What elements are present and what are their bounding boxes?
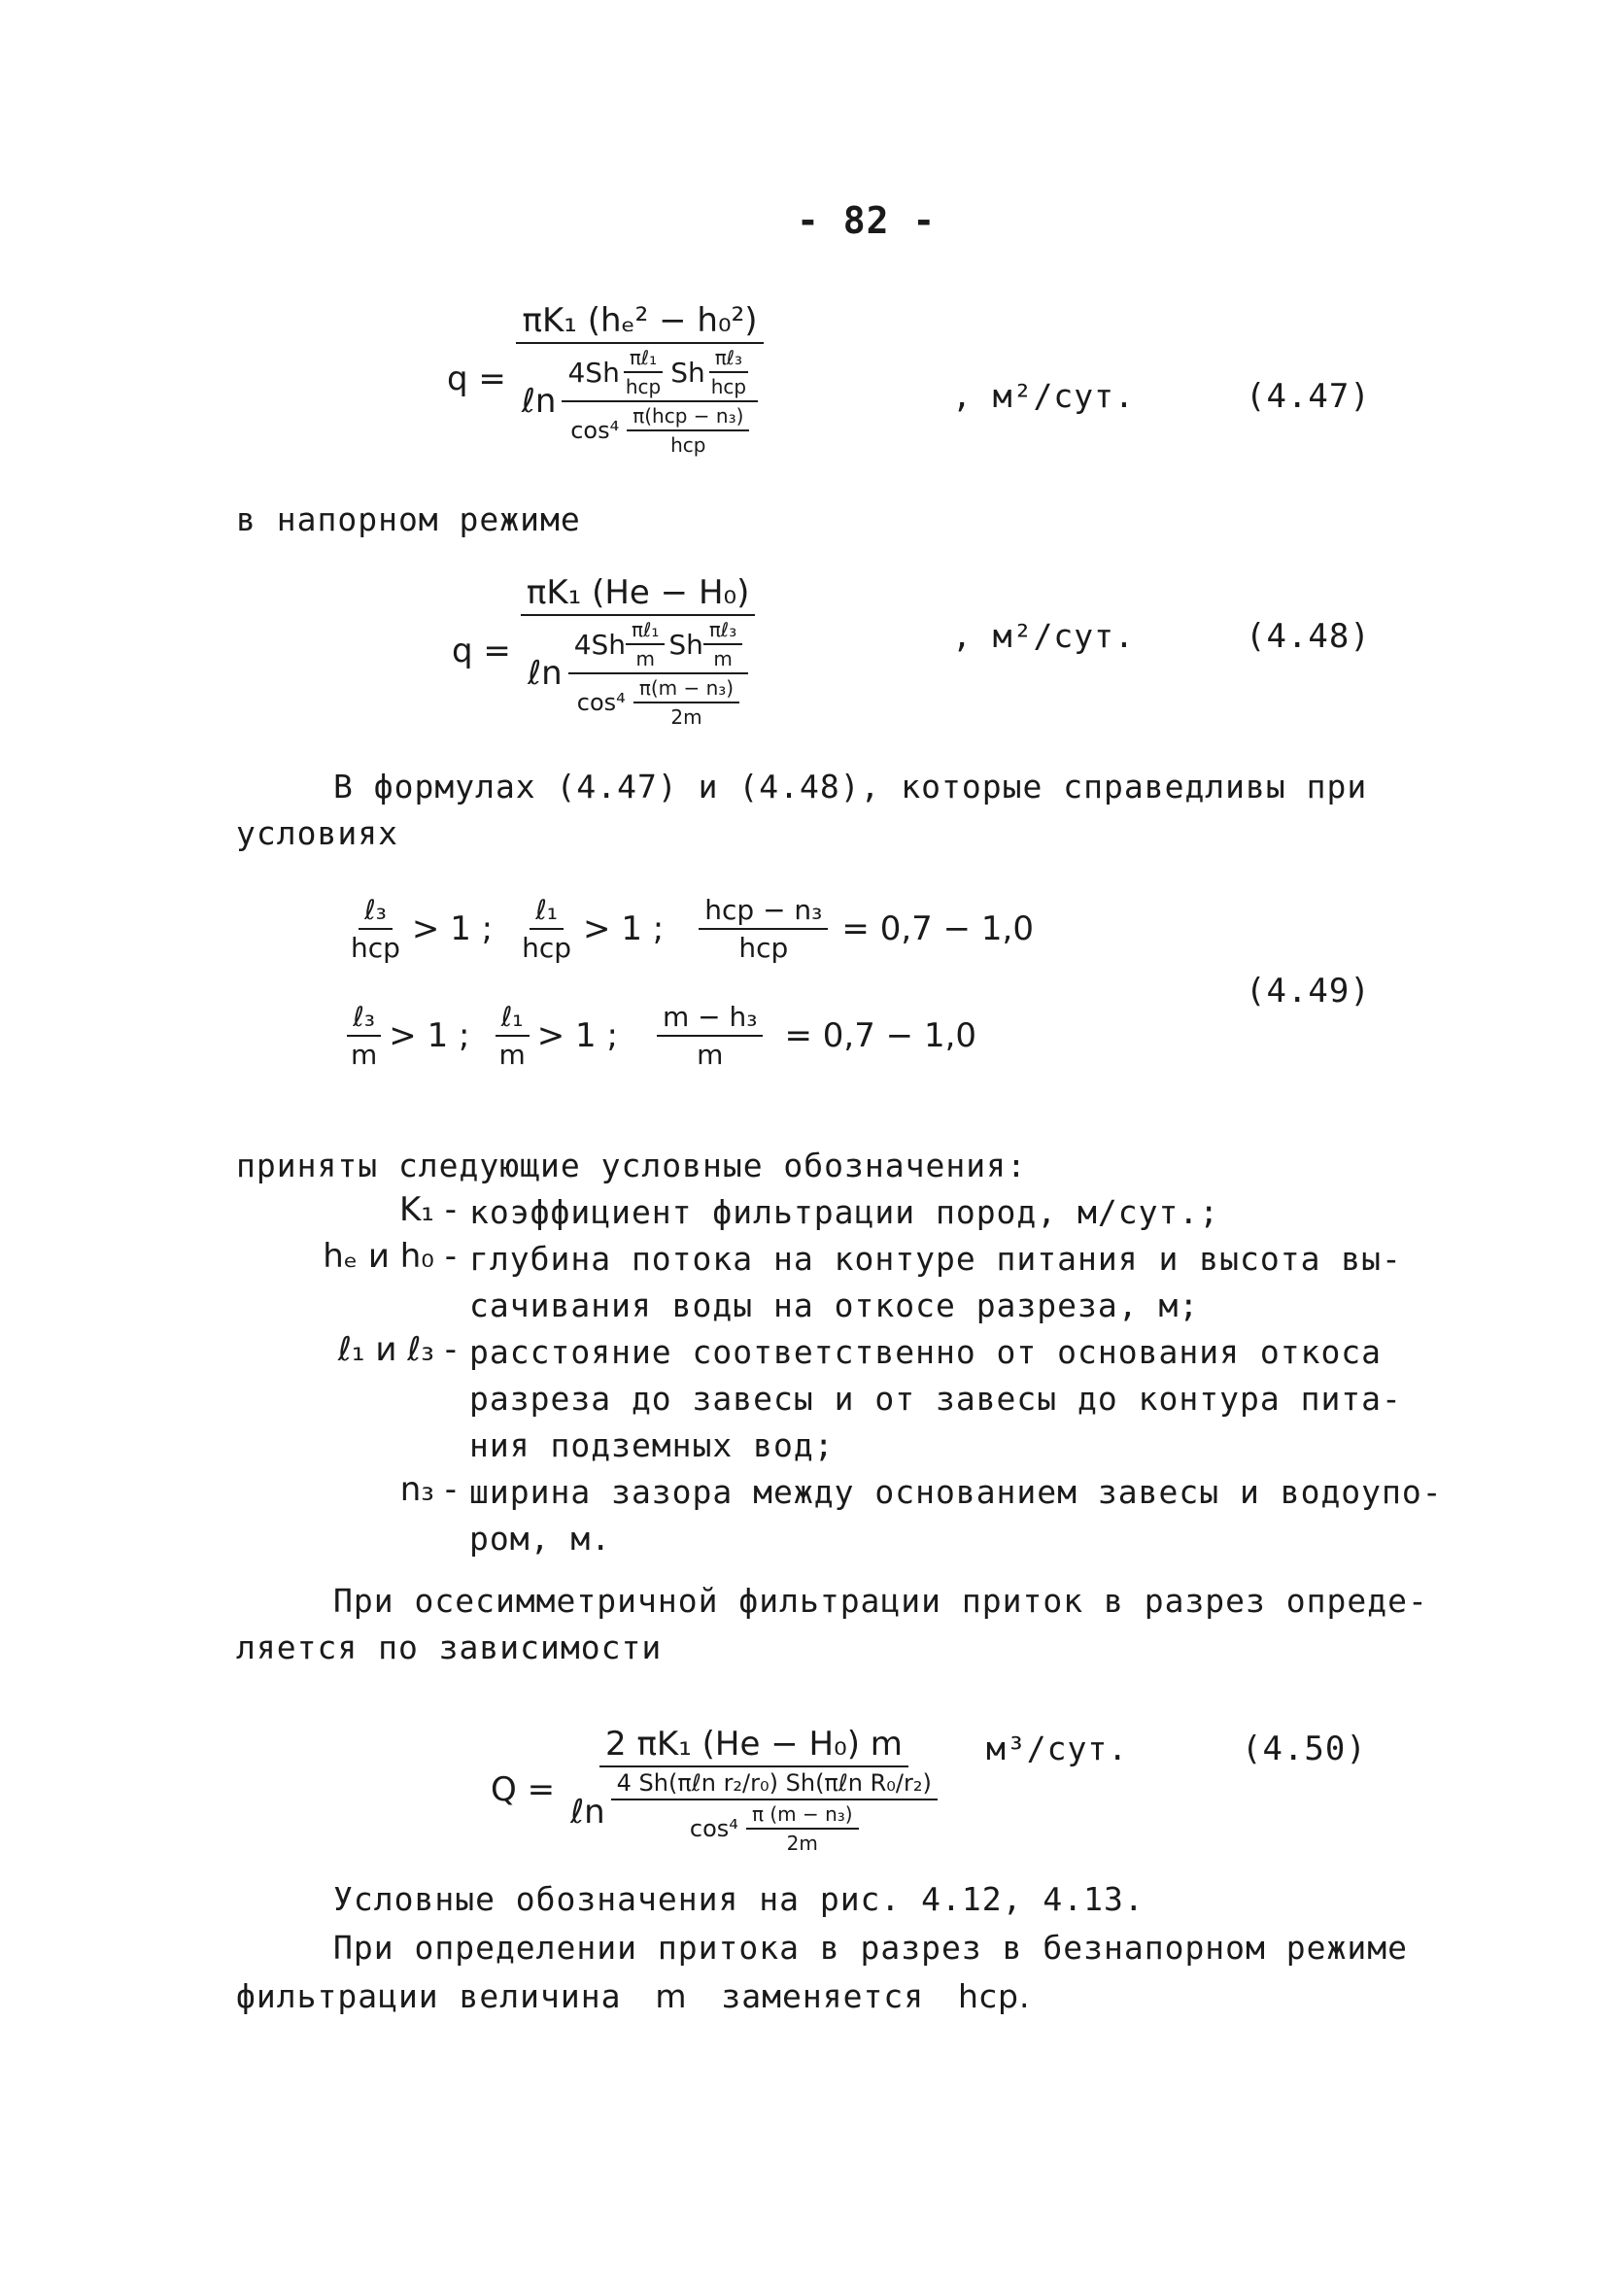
eq-cos-prefix: cos⁴: [689, 1815, 738, 1842]
def-desc-k1-line1: коэффициент фильтрации пород, м/сут.;: [469, 1193, 1220, 1231]
eq-cos-arg-den: 2m: [786, 1832, 818, 1855]
eq-sh-arg2-num: πℓ₃: [703, 618, 742, 645]
eq-sh-arg1-num: πℓ₁: [624, 346, 663, 373]
eq-sh-arg2-den: hср: [710, 375, 747, 398]
para-axisym-line1: При осесимметричной фильтрации приток в разрез опреде-: [333, 1582, 1428, 1620]
eq-lhs: q =: [447, 360, 506, 398]
eq-sh-arg1-num: πℓ₁: [626, 618, 665, 645]
eq-sh-arg1-den: hср: [625, 375, 662, 398]
eq-sh-arg1-den: m: [635, 647, 655, 670]
eq-lhs: q =: [452, 632, 511, 670]
eq-sh-prefix: 4Sh: [567, 356, 620, 389]
para-figure-reference: Условные обозначения на рис. 4.12, 4.13.: [333, 1880, 1145, 1918]
eq-numerator: 2 πK₁ (He − H₀) m: [599, 1725, 908, 1767]
def-term-k1: K₁ -: [398, 1190, 457, 1229]
para-conditions-line1: В формулах (4.47) и (4.48), которые справедливы при: [333, 768, 1368, 805]
unit-4-50: м³/сут.: [986, 1730, 1129, 1767]
def-desc-he-h0-line2: сачивания воды на откосе разреза, м;: [469, 1286, 1200, 1324]
cond-l3-num: ℓ₃: [347, 1001, 381, 1037]
cond-l1-den: m: [498, 1039, 526, 1071]
unit-4-48: , м²/сут.: [952, 617, 1135, 655]
eq-cos-arg-num: π (m − n₃): [746, 1802, 859, 1830]
eq-numerator: πK₁ (He − H₀): [521, 573, 756, 616]
equation-4-48: [452, 573, 755, 729]
eq-sh-arg2-num: πℓ₃: [709, 346, 748, 373]
cond-l1-num: ℓ₁: [496, 1001, 530, 1037]
cond-gt: > 1 ;: [411, 909, 494, 948]
page-number: - 82 -: [797, 199, 937, 242]
equation-4-49-row1: [345, 889, 1034, 964]
eq-number-4-47: (4.47): [1246, 377, 1371, 416]
para-final-line1: При определении притока в разрез в безнапорном режиме: [333, 1929, 1408, 1967]
eq-ln: ℓn: [570, 1793, 605, 1832]
para-final-text-a: фильтрации величина: [236, 1977, 622, 2015]
var-hcp: hср.: [957, 1977, 1031, 2015]
cond-l3-num: ℓ₃: [359, 894, 393, 930]
var-m: m: [655, 1977, 688, 2015]
cond-l3-den: hср: [351, 932, 400, 964]
def-desc-l1-l3-line2: разреза до завесы и от завесы до контура пита-: [469, 1380, 1402, 1418]
def-term-l1-l3: ℓ₁ и ℓ₃ -: [337, 1330, 457, 1369]
equation-4-49-row2: [345, 996, 976, 1071]
cond-gt: > 1 ;: [583, 909, 665, 948]
def-desc-n3-line1: ширина зазора между основанием завесы и водоупо-: [469, 1473, 1443, 1511]
eq-number-4-50: (4.50): [1242, 1730, 1367, 1768]
para-axisym-line2: ляется по зависимости: [236, 1628, 663, 1666]
eq-sh-expression: 4 Sh(πℓn r₂/r₀) Sh(πℓn R₀/r₂): [611, 1769, 938, 1800]
def-desc-l1-l3-line1: расстояние соответственно от основания откоса: [469, 1333, 1383, 1371]
cond-l1-num: ℓ₁: [530, 894, 564, 930]
equation-4-50: [491, 1725, 943, 1855]
para-conditions-line2: условиях: [236, 814, 398, 852]
para-final-text-b: заменяется: [721, 1977, 925, 2015]
cond-gt: > 1 ;: [536, 1016, 618, 1055]
cond-ratio-num: m − h₃: [657, 1001, 764, 1037]
cond-ratio-num: hср − n₃: [699, 894, 828, 930]
cond-range: = 0,7 − 1,0: [784, 1016, 977, 1055]
eq-cos-prefix: cos⁴: [576, 689, 626, 716]
eq-cos-arg-num: π(hср − n₃): [627, 404, 749, 431]
eq-ln: ℓn: [521, 382, 557, 421]
def-desc-l1-l3-line3: ния подземных вод;: [469, 1426, 835, 1464]
eq-sh-mid: Sh: [668, 628, 703, 661]
para-accepted: приняты следующие условные обозначения:: [236, 1147, 1027, 1184]
eq-sh-prefix: 4Sh: [573, 628, 627, 661]
cond-ratio-den: m: [697, 1039, 724, 1071]
equation-4-47: [447, 301, 764, 457]
cond-ratio-den: hср: [738, 932, 789, 964]
def-term-he-h0: hₑ и h₀ -: [323, 1237, 457, 1276]
cond-gt: > 1 ;: [389, 1016, 470, 1055]
eq-sh-mid: Sh: [670, 356, 705, 389]
eq-sh-arg2-den: m: [713, 647, 733, 670]
para-final-line2: [236, 1977, 1030, 2015]
eq-number-4-49: (4.49): [1246, 972, 1371, 1011]
def-desc-he-h0-line1: глубина потока на контуре питания и высота вы-: [469, 1240, 1402, 1278]
eq-cos-arg-num: π(m − n₃): [633, 676, 739, 703]
eq-ln: ℓn: [528, 654, 563, 693]
text-napornom: в напорном режиме: [236, 500, 581, 538]
eq-number-4-48: (4.48): [1246, 617, 1371, 656]
eq-lhs: Q =: [491, 1770, 556, 1809]
cond-range: = 0,7 − 1,0: [841, 909, 1034, 948]
unit-4-47: , м²/сут.: [952, 377, 1135, 415]
eq-cos-prefix: cos⁴: [570, 417, 620, 444]
eq-cos-arg-den: hср: [670, 433, 706, 457]
def-term-n3: n₃ -: [399, 1470, 457, 1509]
cond-l1-den: hср: [522, 932, 572, 964]
def-desc-n3-line2: ром, м.: [469, 1520, 612, 1558]
eq-numerator: πK₁ (hₑ² − h₀²): [516, 301, 763, 344]
cond-l3-den: m: [351, 1039, 378, 1071]
eq-cos-arg-den: 2m: [670, 705, 702, 729]
